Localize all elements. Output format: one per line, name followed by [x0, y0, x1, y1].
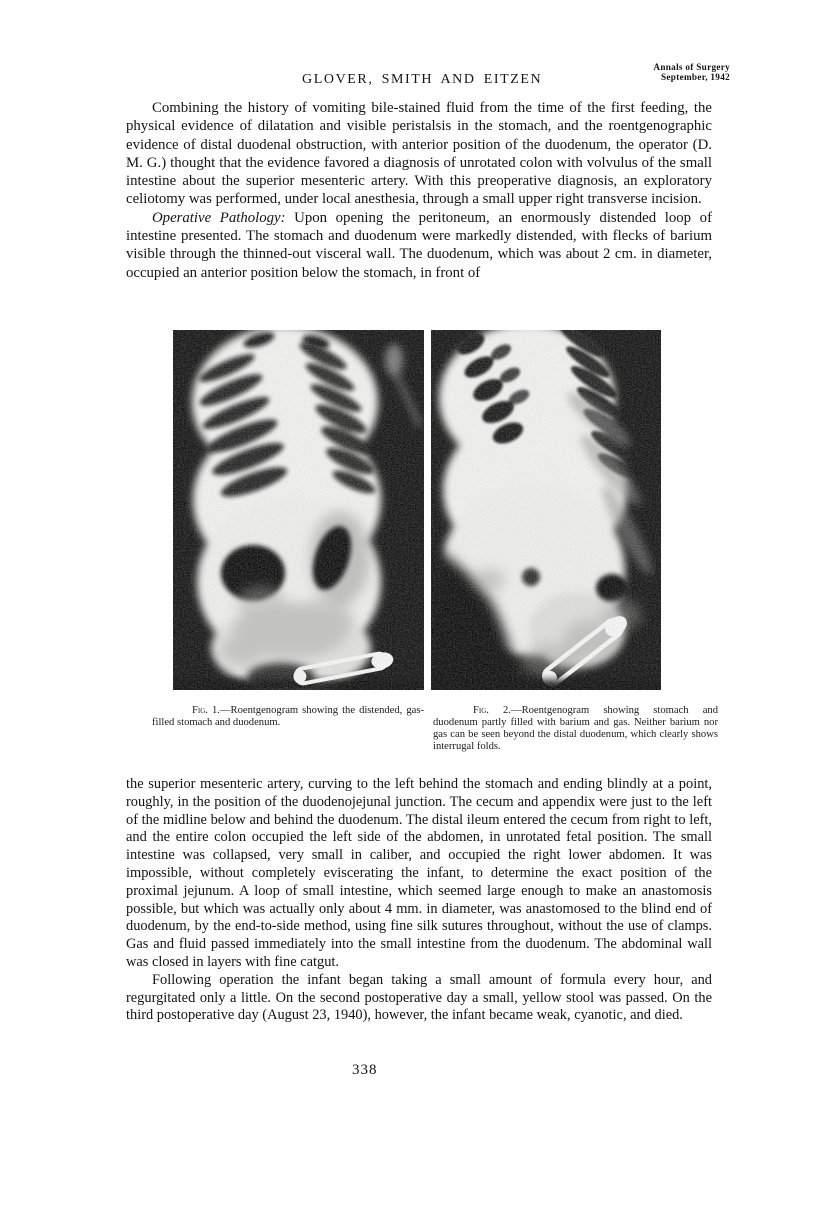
- paragraph-4: Following operation the infant began taking a small amount of formula every hour, and regurgitated only a little. On the second postoperative day a small, yellow stool was passed. On the third postoperative day (August 23, 1940), however, the infant became weak, cyanotic, and died.: [126, 971, 712, 1024]
- caption-fig2: [433, 705, 718, 753]
- xray-fig1-image: [173, 330, 424, 690]
- paragraph-2: [126, 209, 712, 282]
- text-block-upper: [126, 99, 712, 282]
- caption-fig1: [152, 705, 424, 729]
- fig2-caption-text: —Roentgenogram showing stomach and duodenum partly filled with barium and gas. Neither barium nor gas can be seen beyond the distal duodenum, which clearly shows interrugal folds.: [433, 705, 718, 752]
- journal-ref: [653, 62, 730, 83]
- text-block-lower: [126, 776, 712, 1025]
- fig2-label: Fig. 2.: [473, 705, 511, 716]
- paragraph-1: Combining the history of vomiting bile-stained fluid from the time of the first feeding, the physical evidence of dilatation and visible peristalsis in the stomach, and the roentgenographic evidence of distal duodenal obstruction, with anterior position of the duodenum, the operator (D. M. G.) thought that the evidence favored a diagnosis of unrotated colon with volvulus of the small intestine about the superior mesenteric artery. With this preoperative diagnosis, an exploratory celiotomy was performed, under local anesthesia, through a small upper right transverse incision.: [126, 100, 712, 208]
- paragraph-3: the superior mesenteric artery, curving to the left behind the stomach and ending blindly at a point, roughly, in the position of the duodenojejunal junction. The cecum and appendix were just to the left of the midline below and behind the duodenum. The distal ileum entered the cecum from right to left, and the entire colon occupied the left side of the abdomen, in unrotated fetal position. The small intestine was collapsed, very small in caliber, and occupied the right lower abdomen. It was impossible, without completely eviscerating the infant, to determine the exact position of the proximal jejunum. A loop of small intestine, which seemed large enough to make an anastomosis possible, but which was actually only about 4 mm. in diameter, was anastomosed to the blind end of duodenum, by the end-to-side method, using fine silk sutures throughout, without the use of clamps. Gas and fluid passed immediately into the small intestine from the duodenum. The abdominal wall was closed in layers with fine catgut.: [126, 776, 712, 970]
- figure-row: [173, 330, 661, 690]
- journal-name: Annals of Surgery: [653, 62, 730, 72]
- paragraph-2-lead: Operative Pathology:: [152, 209, 286, 226]
- figure-gap: [424, 330, 431, 690]
- journal-date: September, 1942: [661, 72, 730, 83]
- paragraph-2-rest: Upon opening the peritoneum, an enormously distended loop of intestine presented. The stomach and duodenum were markedly distended, with flecks of barium visible through the thinned-out visceral wall. The duodenum, which was about 2 cm. in diameter, occupied an anterior position below the stomach, in front of: [126, 209, 712, 281]
- fig1-label: Fig. 1.: [192, 705, 220, 716]
- fig1-caption-text: —Roentgenogram showing the distended, gas-filled stomach and duodenum.: [152, 705, 424, 728]
- xray-fig2-image: [431, 330, 661, 690]
- page-number: 338: [352, 1062, 378, 1078]
- running-title: GLOVER, SMITH AND EITZEN: [302, 72, 543, 87]
